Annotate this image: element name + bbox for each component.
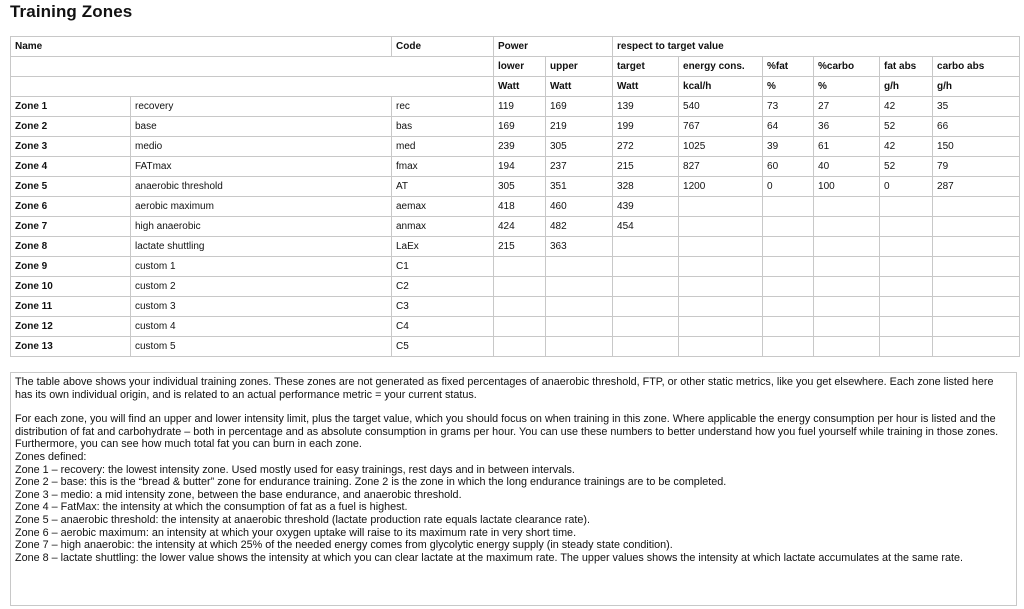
cell-energy bbox=[679, 337, 763, 357]
zone-definition: Zone 8 – lactate shuttling: the lower value shows the intensity at which you can clear lactate at the maximum rate. The upper values shows the intensity at which lactate accumulates at the same rate. bbox=[15, 551, 964, 564]
unit-energy: kcal/h bbox=[679, 77, 763, 97]
cell-fatabs: 52 bbox=[880, 157, 933, 177]
details-paragraph: For each zone, you will find an upper and lower intensity limit, plus the target value, which you should focus on when training in this zone. Where applicable the energy consumption per hour is listed and the distribution of fat and carbohydrate – both in percentage and as absolute consumption in grams per hour. You can use these numbers to better understand how you fuel yourself while training in those zones. Furthermore, you can see how much total fat you can burn in each zone. bbox=[15, 413, 999, 451]
cell-zone: Zone 7 bbox=[11, 217, 131, 237]
cell-fatabs: 42 bbox=[880, 97, 933, 117]
cell-lower: 119 bbox=[494, 97, 546, 117]
cell-fatabs bbox=[880, 197, 933, 217]
cell-name: base bbox=[131, 117, 392, 137]
cell-upper bbox=[546, 297, 613, 317]
cell-carboabs bbox=[933, 337, 1020, 357]
cell-upper: 305 bbox=[546, 137, 613, 157]
cell-lower: 239 bbox=[494, 137, 546, 157]
cell-fatabs bbox=[880, 297, 933, 317]
table-row bbox=[11, 277, 1020, 297]
cell-zone: Zone 9 bbox=[11, 257, 131, 277]
header-target: target bbox=[613, 57, 679, 77]
header-blank bbox=[11, 57, 494, 77]
cell-fat bbox=[763, 317, 814, 337]
cell-carboabs: 35 bbox=[933, 97, 1020, 117]
cell-fatabs: 42 bbox=[880, 137, 933, 157]
cell-carbo bbox=[814, 217, 880, 237]
cell-lower: 424 bbox=[494, 217, 546, 237]
cell-name: anaerobic threshold bbox=[131, 177, 392, 197]
cell-carbo: 100 bbox=[814, 177, 880, 197]
cell-upper: 460 bbox=[546, 197, 613, 217]
table-row bbox=[11, 217, 1020, 237]
cell-code: anmax bbox=[392, 217, 494, 237]
cell-carboabs: 150 bbox=[933, 137, 1020, 157]
cell-name: custom 4 bbox=[131, 317, 392, 337]
cell-fat: 0 bbox=[763, 177, 814, 197]
zone-definition: Zone 3 – medio: a mid intensity zone, between the base endurance, and anaerobic threshold. bbox=[15, 488, 462, 501]
cell-energy bbox=[679, 317, 763, 337]
cell-lower bbox=[494, 317, 546, 337]
cell-zone: Zone 12 bbox=[11, 317, 131, 337]
zone-definition: Zone 1 – recovery: the lowest intensity zone. Used mostly used for easy trainings, rest days and in between intervals. bbox=[15, 463, 575, 476]
cell-target: 199 bbox=[613, 117, 679, 137]
table-row bbox=[11, 237, 1020, 257]
cell-target: 454 bbox=[613, 217, 679, 237]
table-row bbox=[11, 197, 1020, 217]
cell-lower: 169 bbox=[494, 117, 546, 137]
cell-zone: Zone 5 bbox=[11, 177, 131, 197]
cell-carboabs bbox=[933, 197, 1020, 217]
cell-upper bbox=[546, 257, 613, 277]
table-header-row-1 bbox=[11, 37, 1020, 57]
cell-zone: Zone 8 bbox=[11, 237, 131, 257]
cell-fat bbox=[763, 337, 814, 357]
unit-fat-abs: g/h bbox=[880, 77, 933, 97]
cell-name: recovery bbox=[131, 97, 392, 117]
cell-target bbox=[613, 317, 679, 337]
cell-code: med bbox=[392, 137, 494, 157]
cell-fat: 39 bbox=[763, 137, 814, 157]
cell-carboabs: 287 bbox=[933, 177, 1020, 197]
cell-carbo bbox=[814, 197, 880, 217]
cell-fat: 64 bbox=[763, 117, 814, 137]
cell-name: custom 1 bbox=[131, 257, 392, 277]
table-row bbox=[11, 257, 1020, 277]
cell-zone: Zone 11 bbox=[11, 297, 131, 317]
cell-name: custom 3 bbox=[131, 297, 392, 317]
cell-energy bbox=[679, 217, 763, 237]
cell-fat bbox=[763, 217, 814, 237]
cell-upper bbox=[546, 277, 613, 297]
unit-fat: % bbox=[763, 77, 814, 97]
cell-code: fmax bbox=[392, 157, 494, 177]
cell-lower: 418 bbox=[494, 197, 546, 217]
cell-name: custom 2 bbox=[131, 277, 392, 297]
cell-target bbox=[613, 297, 679, 317]
header-upper: upper bbox=[546, 57, 613, 77]
cell-energy bbox=[679, 297, 763, 317]
header-energy: energy cons. bbox=[679, 57, 763, 77]
zone-definition: Zone 4 – FatMax: the intensity at which the consumption of fat as a fuel is highest. bbox=[15, 501, 408, 514]
zone-definition: Zone 5 – anaerobic threshold: the intensity at anaerobic threshold (lactate production rate equals lactate clearance rate). bbox=[15, 513, 590, 526]
cell-zone: Zone 3 bbox=[11, 137, 131, 157]
cell-carboabs bbox=[933, 317, 1020, 337]
cell-code: rec bbox=[392, 97, 494, 117]
cell-energy bbox=[679, 237, 763, 257]
explanation-box bbox=[10, 372, 1017, 606]
zone-definition: Zone 6 – aerobic maximum: an intensity at which your oxygen uptake will raise to its maximum rate in very short time. bbox=[15, 526, 577, 539]
cell-zone: Zone 2 bbox=[11, 117, 131, 137]
cell-code: AT bbox=[392, 177, 494, 197]
cell-target bbox=[613, 237, 679, 257]
cell-carbo: 61 bbox=[814, 137, 880, 157]
zone-definition: Zone 2 – base: this is the “bread & butter” zone for endurance training. Zone 2 is the zone in which the long endurance trainings are to be completed. bbox=[15, 476, 727, 489]
cell-target: 272 bbox=[613, 137, 679, 157]
cell-fatabs bbox=[880, 257, 933, 277]
cell-fat bbox=[763, 237, 814, 257]
cell-fat: 60 bbox=[763, 157, 814, 177]
cell-upper: 219 bbox=[546, 117, 613, 137]
intro-paragraph: The table above shows your individual training zones. These zones are not generated as fixed percentages of anaerobic threshold, FTP, or other static metrics, like you get elsewhere. Each zone listed here has its own individual origin, and is related to an actual performance metric = your current status. bbox=[15, 376, 994, 401]
cell-code: C3 bbox=[392, 297, 494, 317]
cell-carbo bbox=[814, 317, 880, 337]
cell-fatabs bbox=[880, 277, 933, 297]
cell-zone: Zone 6 bbox=[11, 197, 131, 217]
cell-carboabs bbox=[933, 277, 1020, 297]
cell-target bbox=[613, 277, 679, 297]
cell-name: FATmax bbox=[131, 157, 392, 177]
cell-carbo bbox=[814, 337, 880, 357]
cell-target: 439 bbox=[613, 197, 679, 217]
cell-fatabs bbox=[880, 217, 933, 237]
unit-carbo-abs: g/h bbox=[933, 77, 1020, 97]
table-row bbox=[11, 317, 1020, 337]
header-respect-target: respect to target value bbox=[613, 37, 1020, 57]
cell-upper: 237 bbox=[546, 157, 613, 177]
cell-lower bbox=[494, 257, 546, 277]
cell-carboabs bbox=[933, 217, 1020, 237]
zone-definition: Zone 7 – high anaerobic: the intensity at which 25% of the needed energy comes from glycolytic energy supply (in steady state condition). bbox=[15, 539, 673, 552]
cell-upper bbox=[546, 317, 613, 337]
table-row bbox=[11, 117, 1020, 137]
table-header-row-2 bbox=[11, 57, 1020, 77]
cell-energy bbox=[679, 277, 763, 297]
cell-carbo: 36 bbox=[814, 117, 880, 137]
unit-carbo: % bbox=[814, 77, 880, 97]
cell-carbo bbox=[814, 297, 880, 317]
header-carbo-abs: carbo abs bbox=[933, 57, 1020, 77]
table-row bbox=[11, 297, 1020, 317]
cell-fat bbox=[763, 277, 814, 297]
cell-name: medio bbox=[131, 137, 392, 157]
cell-fatabs bbox=[880, 317, 933, 337]
cell-energy bbox=[679, 257, 763, 277]
cell-fatabs bbox=[880, 337, 933, 357]
cell-upper bbox=[546, 337, 613, 357]
cell-fatabs: 0 bbox=[880, 177, 933, 197]
cell-lower: 215 bbox=[494, 237, 546, 257]
header-power: Power bbox=[494, 37, 613, 57]
cell-zone: Zone 10 bbox=[11, 277, 131, 297]
cell-carbo bbox=[814, 277, 880, 297]
page-title: Training Zones bbox=[10, 2, 133, 21]
cell-fatabs bbox=[880, 237, 933, 257]
table-row bbox=[11, 337, 1020, 357]
header-fat: %fat bbox=[763, 57, 814, 77]
cell-code: C5 bbox=[392, 337, 494, 357]
cell-zone: Zone 4 bbox=[11, 157, 131, 177]
header-code: Code bbox=[392, 37, 494, 57]
cell-carbo bbox=[814, 237, 880, 257]
cell-lower: 194 bbox=[494, 157, 546, 177]
unit-upper: Watt bbox=[546, 77, 613, 97]
header-lower: lower bbox=[494, 57, 546, 77]
cell-code: C1 bbox=[392, 257, 494, 277]
cell-carboabs: 66 bbox=[933, 117, 1020, 137]
header-fat-abs: fat abs bbox=[880, 57, 933, 77]
cell-carbo: 40 bbox=[814, 157, 880, 177]
table-row bbox=[11, 177, 1020, 197]
cell-lower bbox=[494, 277, 546, 297]
unit-target: Watt bbox=[613, 77, 679, 97]
cell-fat bbox=[763, 197, 814, 217]
cell-lower bbox=[494, 297, 546, 317]
zone-definitions bbox=[15, 464, 1012, 565]
cell-name: aerobic maximum bbox=[131, 197, 392, 217]
cell-code: bas bbox=[392, 117, 494, 137]
cell-carbo bbox=[814, 257, 880, 277]
zones-defined-heading: Zones defined: bbox=[15, 450, 87, 463]
cell-zone: Zone 1 bbox=[11, 97, 131, 117]
cell-target: 215 bbox=[613, 157, 679, 177]
cell-code: C2 bbox=[392, 277, 494, 297]
cell-energy bbox=[679, 197, 763, 217]
cell-name: lactate shuttling bbox=[131, 237, 392, 257]
cell-lower bbox=[494, 337, 546, 357]
cell-target bbox=[613, 337, 679, 357]
cell-code: LaEx bbox=[392, 237, 494, 257]
cell-carbo: 27 bbox=[814, 97, 880, 117]
unit-lower: Watt bbox=[494, 77, 546, 97]
cell-target: 139 bbox=[613, 97, 679, 117]
table-row bbox=[11, 137, 1020, 157]
cell-name: custom 5 bbox=[131, 337, 392, 357]
cell-carboabs bbox=[933, 297, 1020, 317]
cell-energy: 540 bbox=[679, 97, 763, 117]
cell-carboabs: 79 bbox=[933, 157, 1020, 177]
cell-lower: 305 bbox=[494, 177, 546, 197]
cell-upper: 363 bbox=[546, 237, 613, 257]
cell-upper: 482 bbox=[546, 217, 613, 237]
cell-fat bbox=[763, 297, 814, 317]
cell-energy: 827 bbox=[679, 157, 763, 177]
table-row bbox=[11, 97, 1020, 117]
cell-energy: 767 bbox=[679, 117, 763, 137]
cell-target: 328 bbox=[613, 177, 679, 197]
cell-fat bbox=[763, 257, 814, 277]
cell-zone: Zone 13 bbox=[11, 337, 131, 357]
table-row bbox=[11, 157, 1020, 177]
header-carbo: %carbo bbox=[814, 57, 880, 77]
cell-energy: 1200 bbox=[679, 177, 763, 197]
cell-code: C4 bbox=[392, 317, 494, 337]
cell-fat: 73 bbox=[763, 97, 814, 117]
cell-target bbox=[613, 257, 679, 277]
training-zones-table bbox=[10, 36, 1020, 357]
cell-carboabs bbox=[933, 237, 1020, 257]
header-blank bbox=[11, 77, 494, 97]
cell-fatabs: 52 bbox=[880, 117, 933, 137]
cell-carboabs bbox=[933, 257, 1020, 277]
cell-energy: 1025 bbox=[679, 137, 763, 157]
cell-upper: 351 bbox=[546, 177, 613, 197]
table-header-row-3 bbox=[11, 77, 1020, 97]
cell-name: high anaerobic bbox=[131, 217, 392, 237]
header-name: Name bbox=[11, 37, 392, 57]
cell-upper: 169 bbox=[546, 97, 613, 117]
cell-code: aemax bbox=[392, 197, 494, 217]
